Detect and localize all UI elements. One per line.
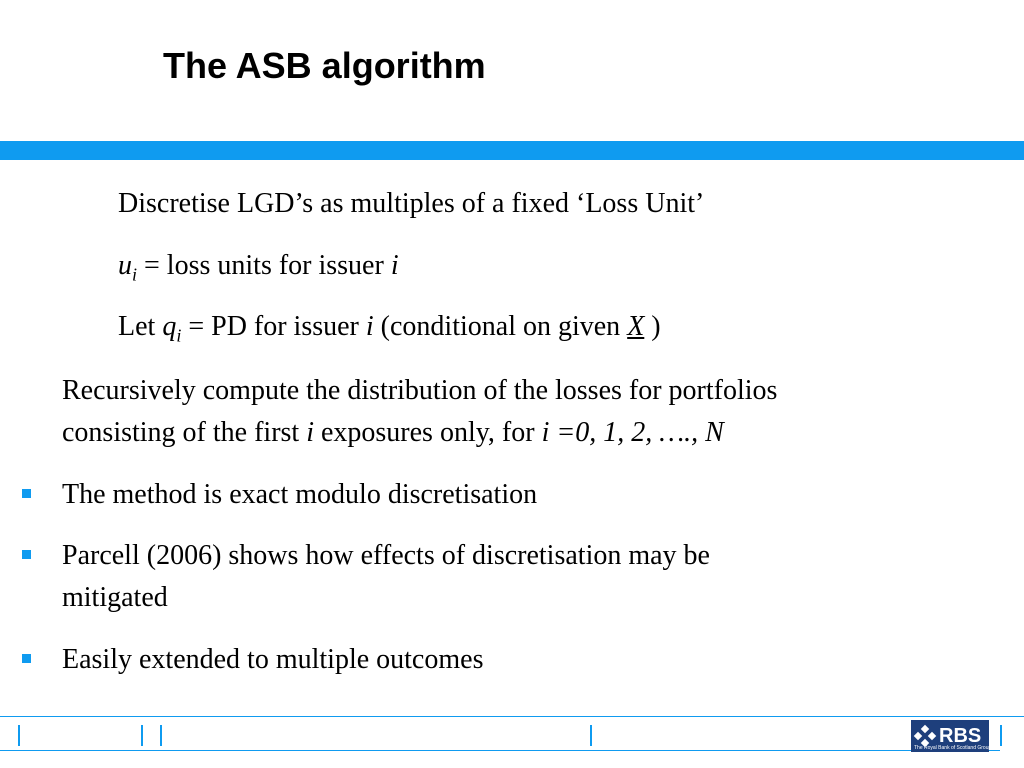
bullet-square-icon — [22, 654, 31, 663]
body-line-loss-units — [118, 245, 399, 287]
pd-text: = PD for issuer — [181, 311, 366, 342]
slide-title: The ASB algorithm — [163, 45, 486, 86]
var-q: q — [162, 311, 177, 342]
issuer-var: i — [365, 311, 374, 342]
para-line-recursive: Recursively compute the distribution of the losses for portfolios — [62, 375, 778, 406]
issuer-var: i — [390, 250, 399, 281]
bullet-item-exact: The method is exact modulo discretisation — [62, 479, 538, 510]
footer-top-line — [0, 716, 1024, 717]
sub-i: i — [176, 325, 182, 346]
vector-x: X — [627, 311, 645, 342]
footer-tick — [590, 725, 592, 746]
index-range: i =0, 1, 2, …., N — [541, 417, 724, 448]
sub-i: i — [132, 264, 138, 285]
let-prefix: Let — [118, 311, 163, 342]
rbs-daisy-icon — [915, 726, 935, 746]
close-paren: ) — [644, 311, 661, 342]
var-u: u — [118, 250, 132, 281]
bullet-square-icon — [22, 550, 31, 559]
body-line-discretise: Discretise LGD’s as multiples of a fixed ‘Loss Unit’ — [118, 188, 705, 219]
title-divider-bar — [0, 141, 1024, 160]
footer-tick — [160, 725, 162, 746]
rbs-logo-text: RBS — [939, 724, 982, 747]
bullet-item-parcell: Parcell (2006) shows how effects of discretisation may be — [62, 540, 710, 571]
consisting-prefix: consisting of the first — [62, 417, 307, 448]
footer-tick — [18, 725, 20, 746]
loss-units-text: = loss units for issuer — [137, 250, 391, 281]
bullet-item-parcell-cont: mitigated — [62, 582, 168, 613]
para-line-consisting — [62, 412, 724, 454]
body-line-pd — [118, 306, 661, 348]
rbs-logo-subtext: The Royal Bank of Scotland Group — [914, 745, 992, 751]
exposures-text: exposures only, for — [313, 417, 542, 448]
conditional-text: (conditional on given — [373, 311, 628, 342]
var-i: i — [306, 417, 314, 448]
footer-tick — [141, 725, 143, 746]
bullet-item-extended: Easily extended to multiple outcomes — [62, 644, 484, 675]
footer-tick — [1000, 725, 1002, 746]
footer-bottom-line — [0, 750, 1000, 751]
bullet-square-icon — [22, 489, 31, 498]
